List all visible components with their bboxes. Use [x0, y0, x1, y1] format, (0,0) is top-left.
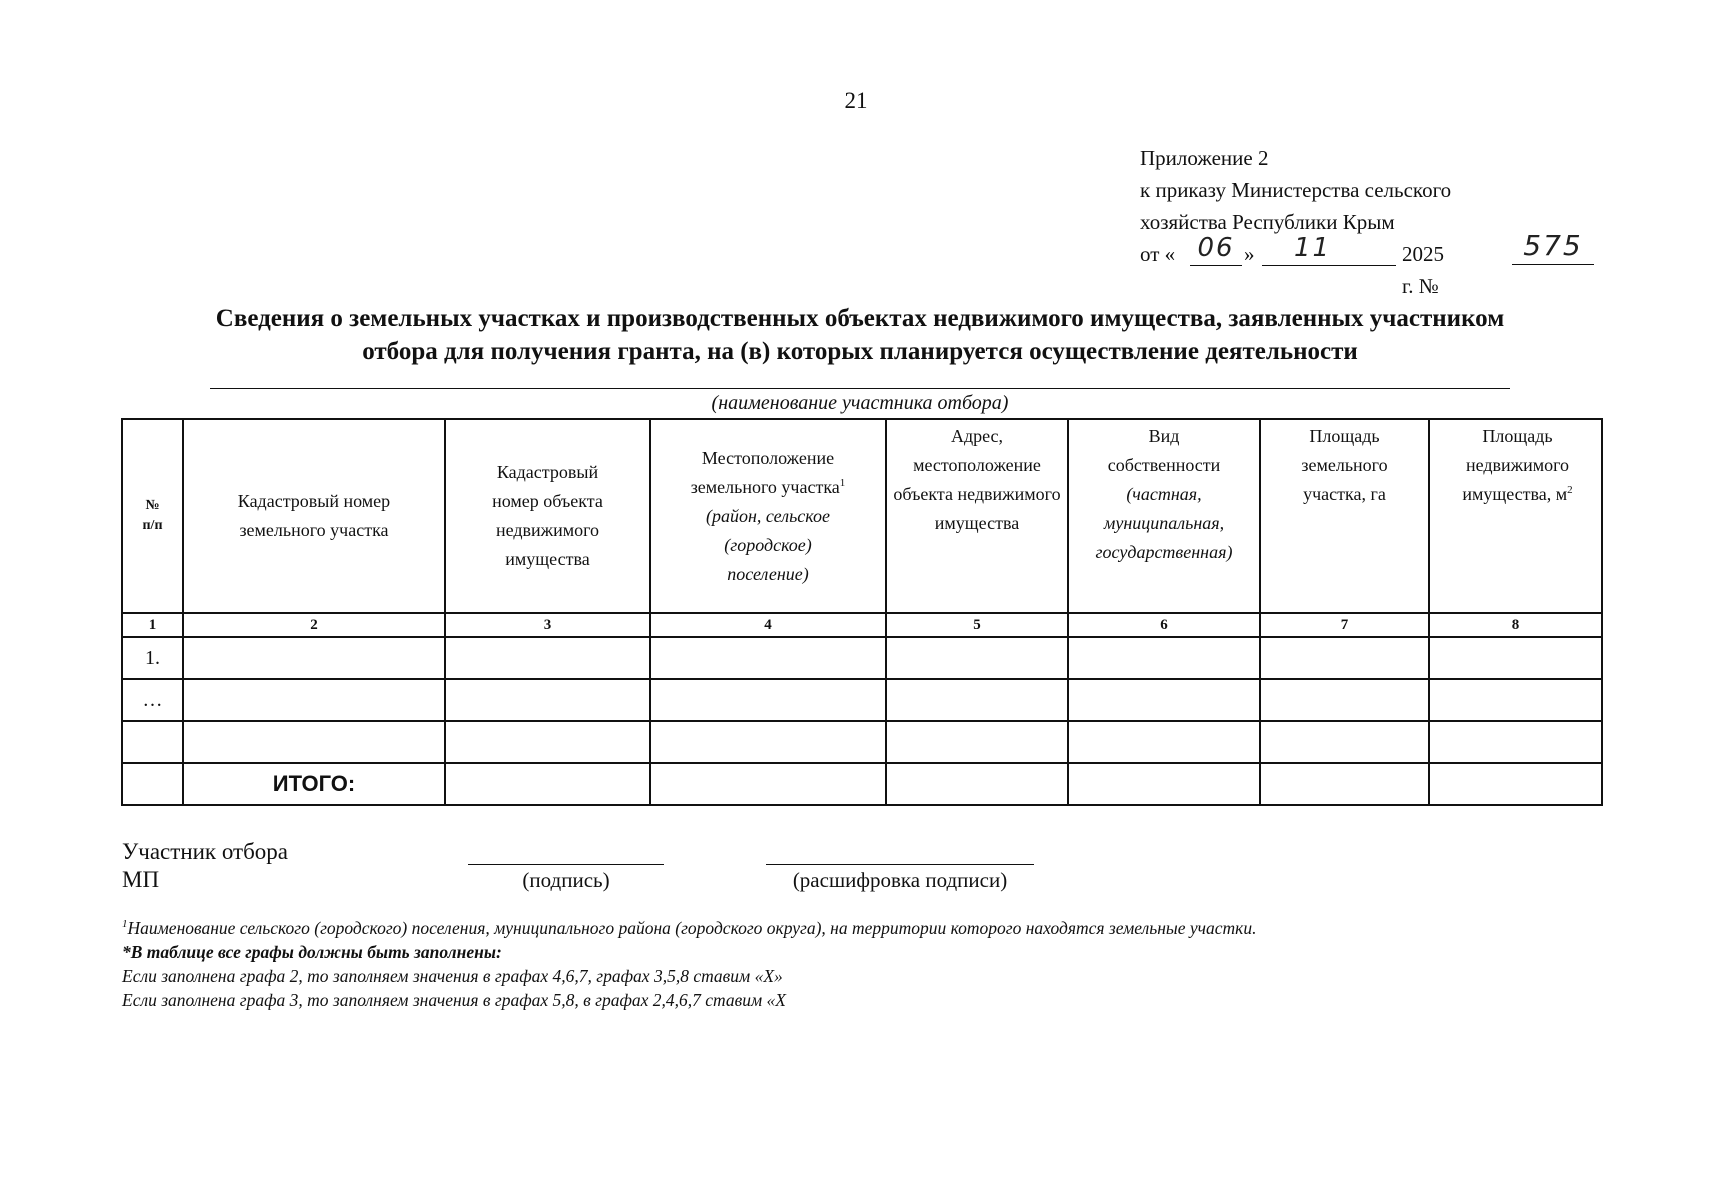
- appendix-block: [1140, 142, 1583, 298]
- order-year: 2025 г. №: [1402, 242, 1444, 298]
- header-ownership-type: Вид собственности (частная, муниципальная, государственная): [1068, 419, 1260, 613]
- order-month: 11: [1294, 233, 1332, 263]
- participant-name-caption: (наименование участника отбора): [711, 392, 1009, 414]
- column-number: 6: [1068, 613, 1260, 637]
- header-number: № п/п: [122, 419, 183, 613]
- row-number: [122, 721, 183, 763]
- column-number: 3: [445, 613, 650, 637]
- order-day: 06: [1197, 233, 1235, 263]
- fill-rule-1: Если заполнена графа 2, то заполняем значения в графах 4,6,7, графах 3,5,8 ставим «Х»: [122, 966, 783, 986]
- document-title: [110, 302, 1610, 368]
- signature-labels: [122, 838, 288, 894]
- column-number: 4: [650, 613, 886, 637]
- order-number: 575: [1523, 229, 1583, 262]
- header-land-location: Местоположение земельного участка$^1$ (район, сельское (городское) поселение): [650, 419, 886, 613]
- signature-line: [468, 864, 664, 865]
- footnotes: [122, 916, 1256, 1012]
- column-numbers-row: [122, 613, 1602, 637]
- signature-caption: (подпись): [522, 868, 610, 892]
- column-number: 8: [1429, 613, 1602, 637]
- total-label: ИТОГО:: [183, 763, 445, 805]
- title-line-1: Сведения о земельных участках и производственных объектах недвижимого имущества, заявленных участником: [215, 305, 1505, 332]
- participant-name-line: [210, 388, 1510, 389]
- column-number: 1: [122, 613, 183, 637]
- row-number: 1.: [122, 637, 183, 679]
- land-plots-table: [121, 418, 1603, 806]
- fill-requirement-note: *В таблице все графы должны быть заполнены:: [122, 942, 502, 962]
- table-row: [122, 637, 1602, 679]
- signature-decode-caption: (расшифровка подписи): [792, 868, 1008, 892]
- participant-label: Участник отбора: [122, 839, 289, 864]
- page-number: 21: [844, 88, 868, 113]
- table-header-row: [122, 419, 1602, 613]
- signature-decode-line: [766, 864, 1034, 865]
- column-number: 7: [1260, 613, 1429, 637]
- fill-rule-2: Если заполнена графа 3, то заполняем значения в графах 5,8, в графах 2,4,6,7 ставим «Х: [122, 990, 786, 1010]
- row-number: …: [122, 679, 183, 721]
- appendix-order-ref: к приказу Министерства сельского: [1140, 178, 1452, 202]
- header-object-address: Адрес, местоположение объекта недвижимого имущества: [886, 419, 1068, 613]
- appendix-ministry: хозяйства Республики Крым: [1140, 210, 1395, 234]
- appendix-title: Приложение 2: [1140, 146, 1269, 170]
- column-number: 2: [183, 613, 445, 637]
- column-number: 5: [886, 613, 1068, 637]
- stamp-label: МП: [122, 867, 160, 892]
- order-quote-close: »: [1244, 242, 1255, 266]
- title-line-2: отбора для получения гранта, на (в) которых планируется осуществление деятельности: [362, 338, 1358, 365]
- order-date-line: [1140, 229, 1583, 298]
- header-cadastral-object: Кадастровый номер объекта недвижимого имущества: [445, 419, 650, 613]
- table-row: [122, 721, 1602, 763]
- table-row: [122, 679, 1602, 721]
- footnote-1: $^1$Наименование сельского (городского) поселения, муниципального района (городского округа), на территории которого находятся земельные участки.: [122, 918, 1257, 938]
- header-cadastral-land: Кадастровый номер земельного участка: [183, 419, 445, 613]
- total-row: [122, 763, 1602, 805]
- header-property-area: Площадь недвижимого имущества, $м^2$: [1429, 419, 1602, 613]
- order-from-label: от «: [1140, 242, 1176, 266]
- header-land-area: Площадь земельного участка, га: [1260, 419, 1429, 613]
